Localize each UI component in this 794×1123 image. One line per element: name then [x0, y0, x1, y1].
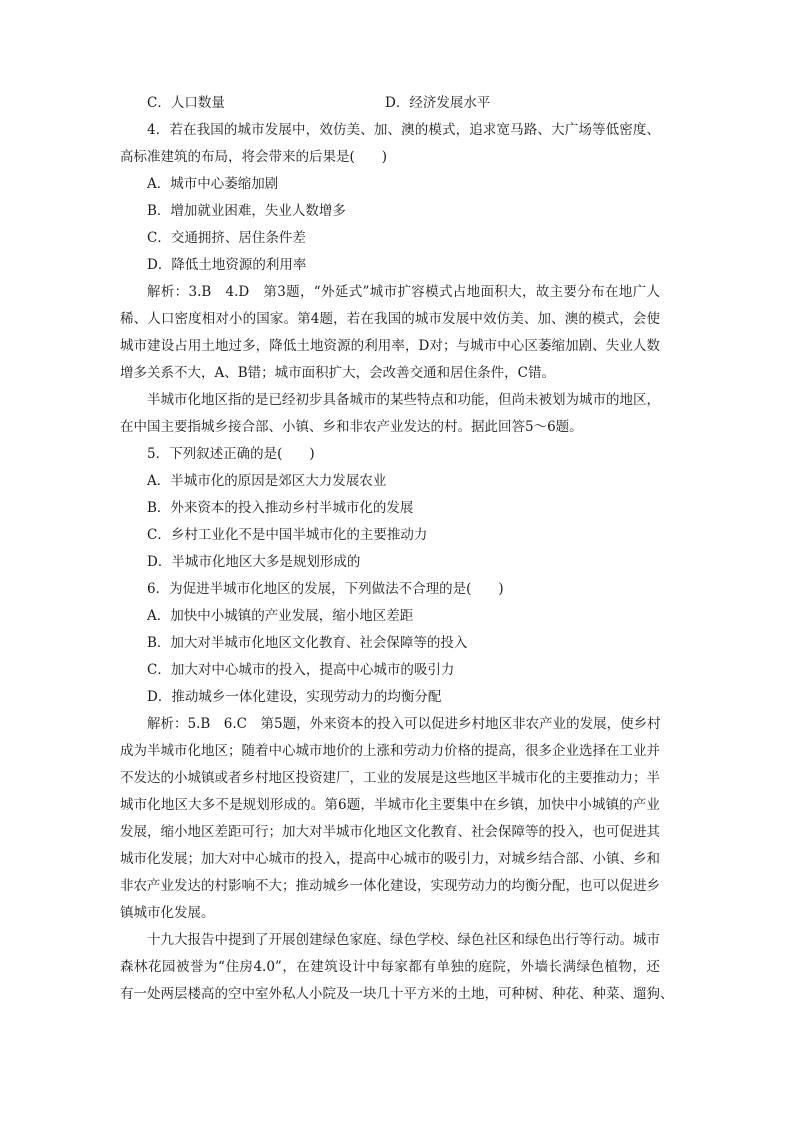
document-content: [120, 90, 674, 1008]
analysis-34-line: 解析：3.B 4.D 第3题，“外延式”城市扩容模式占地面积大，故主要分布在地广人: [147, 284, 660, 300]
q5-option-c: C．乡村工业化不是中国半城市化的主要推动力: [147, 527, 428, 543]
passage-56-line: 在中国主要指城乡接合部、小镇、乡和非农产业发达的村。据此回答5～6题。: [120, 419, 583, 435]
q6-option-b: B．加大对半城市化地区文化教育、社会保障等的投入: [147, 635, 468, 651]
analysis-34-line: 增多关系不大，A、B错；城市面积扩大，会改善交通和居住条件，C错。: [120, 365, 555, 381]
q6-stem: 6．为促进半城市化地区的发展，下列做法不合理的是( ): [147, 581, 504, 597]
analysis-56-line: 不发达的小城镇或者乡村地区投资建厂，工业的发展是这些地区半城市化的主要推动力；半: [120, 770, 660, 786]
q3-options-row: [120, 90, 660, 117]
q6-option-a: A．加快中小城镇的产业发展，缩小地区差距: [147, 608, 414, 624]
analysis-56-line: 解析：5.B 6.C 第5题，外来资本的投入可以促进乡村地区非农产业的发展，使乡村: [147, 716, 661, 732]
analysis-56-line: 非农产业发达的村影响不大；推动城乡一体化建设，实现劳动力的均衡分配，也可以促进乡: [120, 878, 660, 894]
q4-option-b: B．增加就业困难，失业人数增多: [147, 203, 346, 219]
q3-option-c: C．人口数量: [147, 95, 225, 111]
passage-next-line: 十九大报告中提到了开展创建绿色家庭、绿色学校、绿色社区和绿色出行等行动。城市: [147, 932, 660, 948]
q5-option-a: A．半城市化的原因是郊区大力发展农业: [147, 473, 387, 489]
analysis-34-line: 城市建设占用土地过多，降低土地资源的利用率，D对；与城市中心区萎缩加剧、失业人数: [120, 338, 660, 354]
analysis-34-line: 稀、人口密度相对小的国家。第4题，若在我国的城市发展中效仿美、加、澳的模式，会使: [120, 311, 660, 327]
q4-stem-line: 4．若在我国的城市发展中，效仿美、加、澳的模式，追求宽马路、大广场等低密度、: [147, 122, 660, 138]
q6-option-c: C．加大对中心城市的投入，提高中心城市的吸引力: [147, 662, 455, 678]
passage-next-line: 有一处两层楼高的空中室外私人小院及一块几十平方米的土地，可种树、种花、种菜、遛狗、: [120, 986, 674, 1002]
q5-stem: 5．下列叙述正确的是( ): [147, 446, 315, 462]
q6-option-d: D．推动城乡一体化建设，实现劳动力的均衡分配: [147, 689, 442, 705]
analysis-56-line: 城市化地区大多不是规划形成的。第6题，半城市化主要集中在乡镇，加快中小城镇的产业: [120, 797, 660, 813]
analysis-56-line: 镇城市化发展。: [120, 905, 215, 921]
passage-next-line: 森林花园被誉为“住房4.0”，在建筑设计中每家都有单独的庭院，外墙长满绿色植物，还: [120, 959, 660, 975]
analysis-56-line: 成为半城市化地区；随着中心城市地价的上涨和劳动力价格的提高，很多企业选择在工业并: [120, 743, 660, 759]
passage-56-line: 半城市化地区指的是已经初步具备城市的某些特点和功能，但尚未被划为城市的地区，: [147, 392, 660, 408]
q3-option-d: D．经济发展水平: [385, 95, 491, 111]
q5-option-d: D．半城市化地区大多是规划形成的: [147, 554, 361, 570]
q4-option-d: D．降低土地资源的利用率: [147, 257, 307, 273]
q4-option-c: C．交通拥挤、居住条件差: [147, 230, 306, 246]
q5-option-b: B．外来资本的投入推动乡村半城市化的发展: [147, 500, 414, 516]
analysis-56-line: 城市化发展；加大对中心城市的投入，提高中心城市的吸引力，对城乡结合部、小镇、乡和: [120, 851, 660, 867]
analysis-56-line: 发展，缩小地区差距可行；加大对半城市化地区文化教育、社会保障等的投入，也可促进其: [120, 824, 660, 840]
q4-option-a: A．城市中心萎缩加剧: [147, 176, 279, 192]
q4-stem-line: 高标准建筑的布局，将会带来的后果是( ): [120, 149, 388, 165]
